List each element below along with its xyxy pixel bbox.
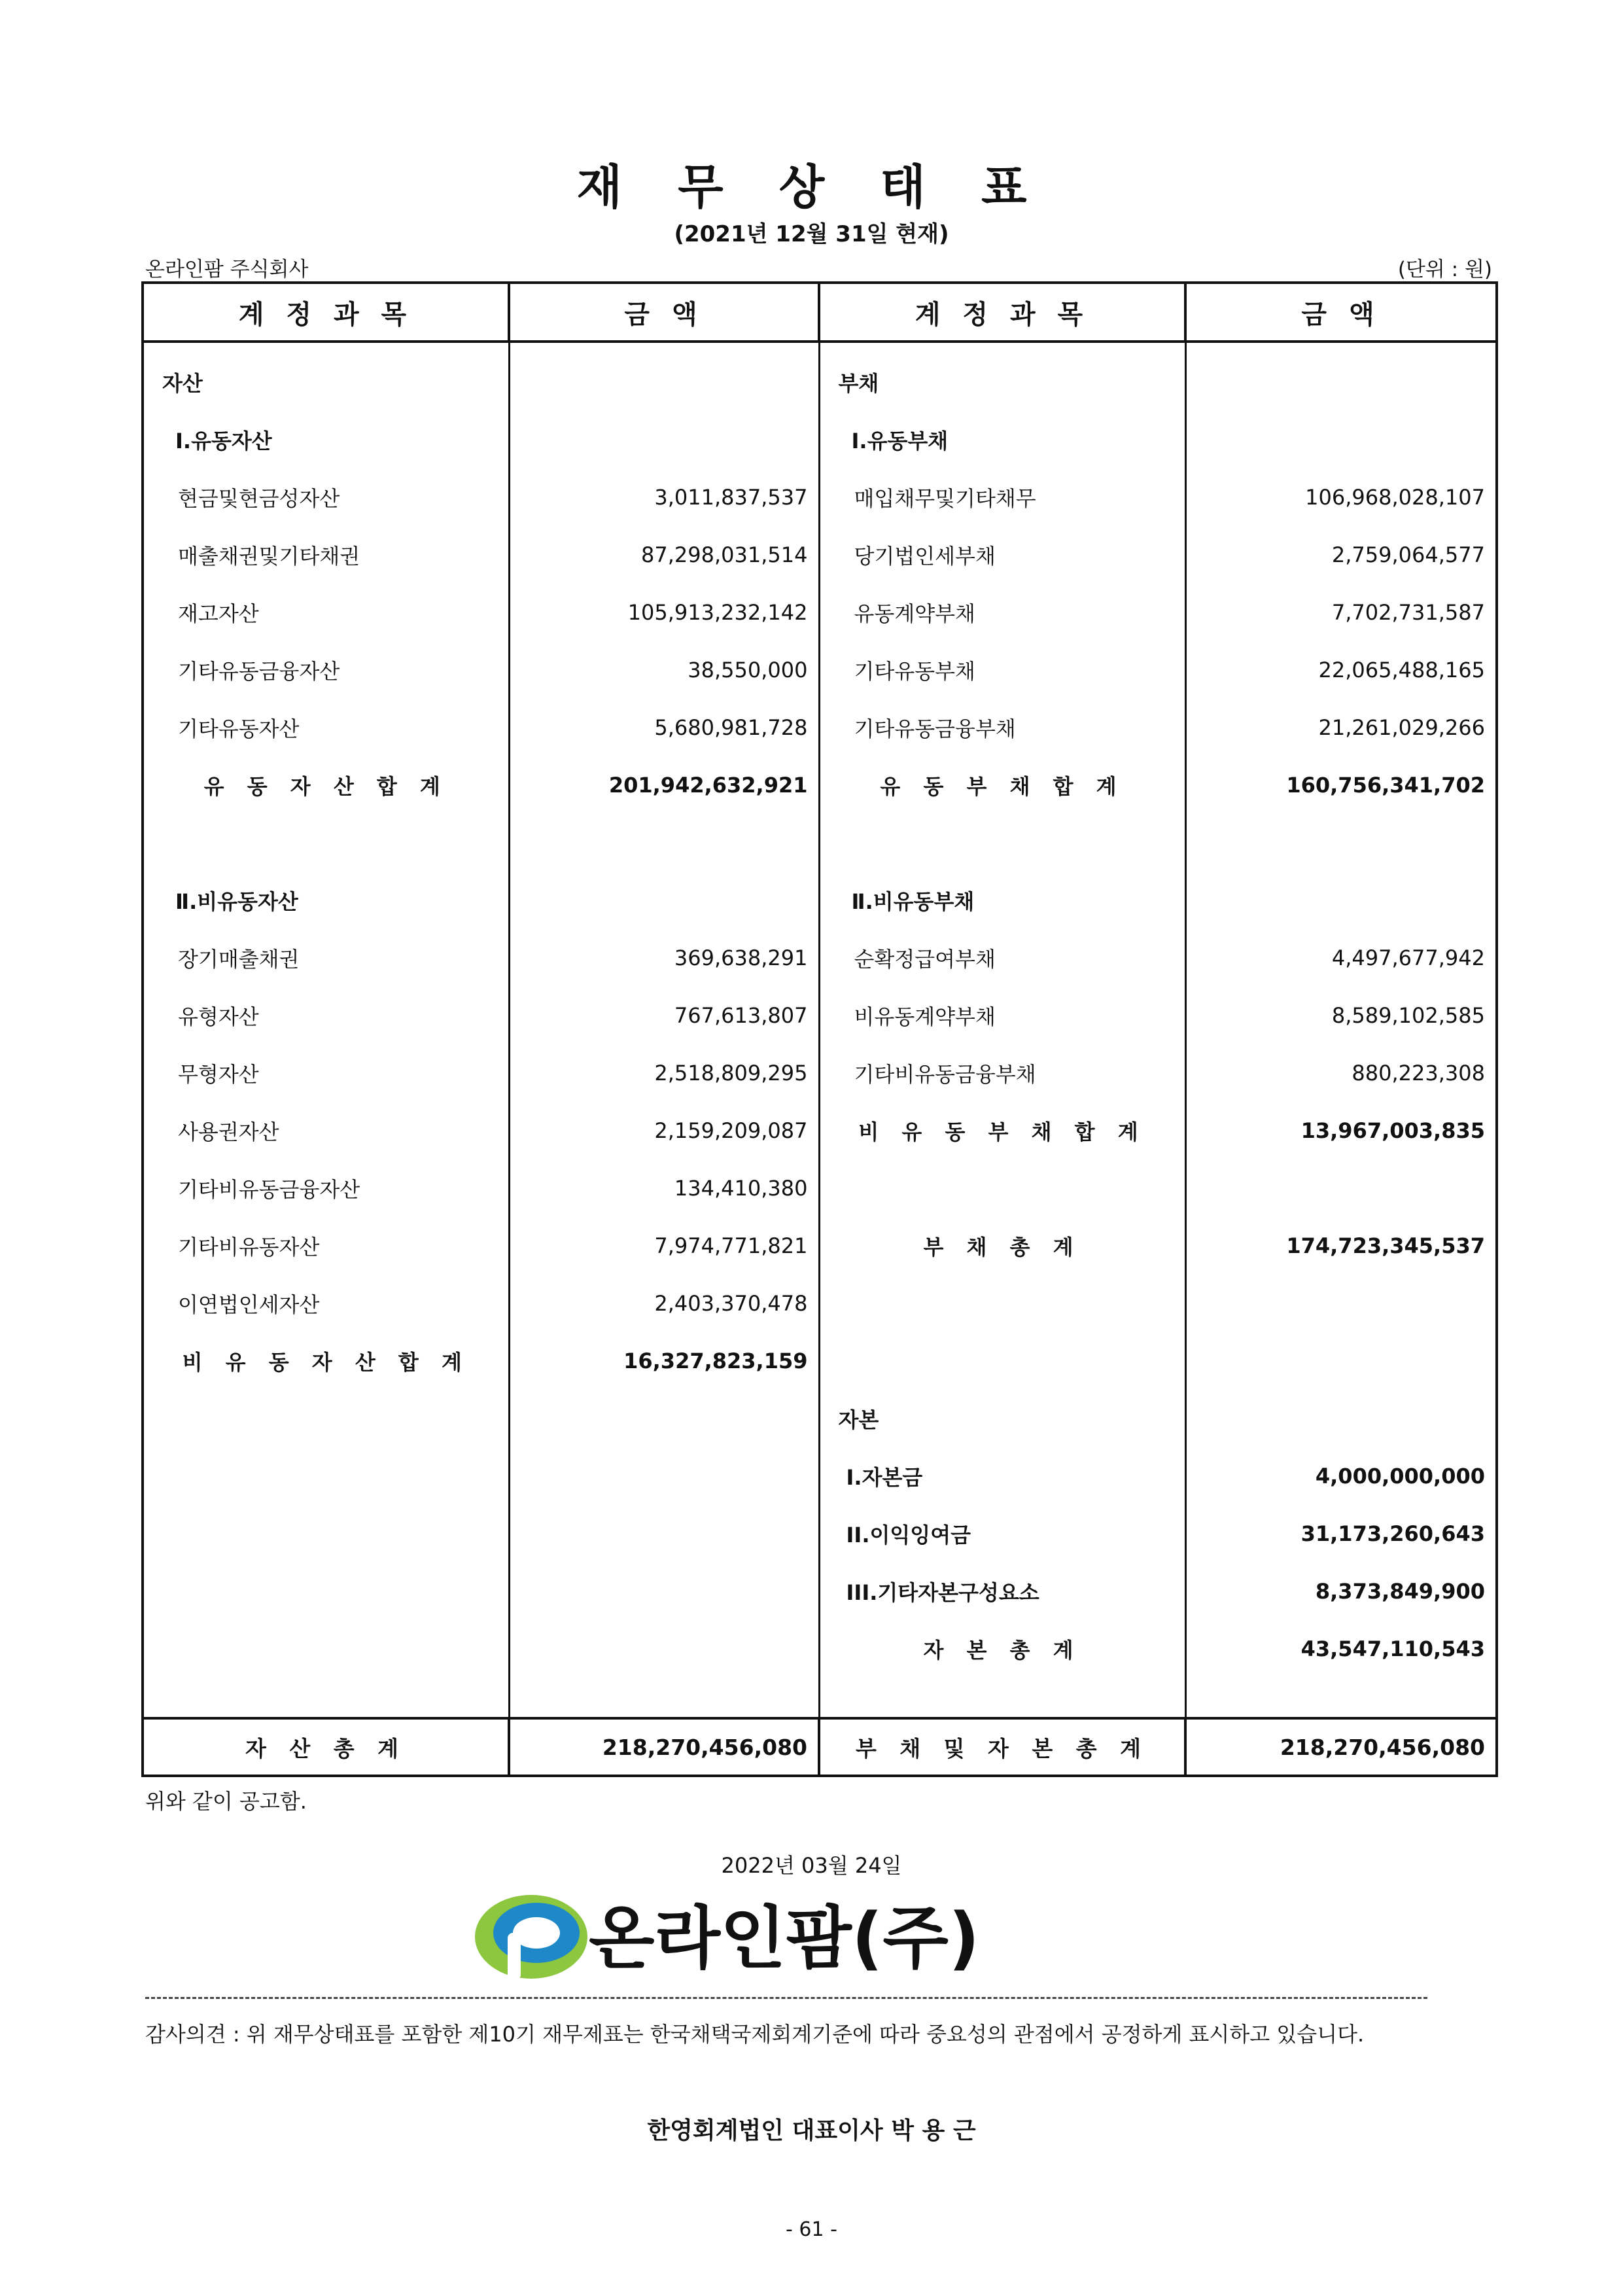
table-row: [143, 1447, 1497, 1505]
table-row: [143, 1332, 1497, 1390]
account-left: 이연법인세자산: [143, 1275, 509, 1332]
account-right: 기타유동금융부채: [819, 699, 1185, 756]
table-row: [143, 342, 1497, 411]
document-date: (2021년 12월 31일 현재): [674, 221, 949, 247]
table-row: [143, 411, 1497, 468]
amount-right: 8,589,102,585: [1185, 987, 1497, 1044]
account-right: 순확정급여부채: [819, 929, 1185, 987]
account-left: [143, 1563, 509, 1620]
document-title: 재 무 상 태 표: [576, 160, 1047, 215]
amount-right: [1185, 1275, 1497, 1332]
page-number: - 61 -: [786, 2218, 837, 2241]
account-right: 기타비유동금융부채: [819, 1044, 1185, 1102]
total-assets-label: 자 산 총 계: [143, 1718, 509, 1776]
amount-left: [509, 1447, 819, 1505]
header-amount-right: 금 액: [1185, 283, 1497, 342]
table-row: [143, 699, 1497, 756]
table-row: [143, 987, 1497, 1044]
amount-left: [509, 1620, 819, 1678]
account-left: 기타비유동자산: [143, 1217, 509, 1275]
account-right: [819, 1275, 1185, 1332]
table-header-row: [143, 283, 1497, 342]
account-right: 유 동 부 채 합 계: [819, 756, 1185, 814]
amount-left: [509, 1390, 819, 1447]
account-left: 재고자산: [143, 584, 509, 641]
amount-right: 43,547,110,543: [1185, 1620, 1497, 1678]
balance-sheet-table: [141, 281, 1498, 1777]
account-right: [819, 814, 1185, 872]
table-row: [143, 584, 1497, 641]
amount-right: 4,000,000,000: [1185, 1447, 1497, 1505]
amount-right: 880,223,308: [1185, 1044, 1497, 1102]
amount-left: 16,327,823,159: [509, 1332, 819, 1390]
header-account-left: 계 정 과 목: [143, 283, 509, 342]
amount-right: 106,968,028,107: [1185, 468, 1497, 526]
amount-left: 134,410,380: [509, 1159, 819, 1217]
empty-cell: [819, 1678, 1185, 1718]
account-left: 매출채권및기타채권: [143, 526, 509, 584]
empty-cell: [509, 1678, 819, 1718]
amount-right: [1185, 342, 1497, 411]
amount-left: 767,613,807: [509, 987, 819, 1044]
amount-left: 201,942,632,921: [509, 756, 819, 814]
amount-right: 13,967,003,835: [1185, 1102, 1497, 1159]
amount-left: [509, 342, 819, 411]
account-left: [143, 1390, 509, 1447]
table-row: [143, 1217, 1497, 1275]
announcement-note: 위와 같이 공고함.: [145, 1789, 307, 1814]
account-left: 기타비유동금융자산: [143, 1159, 509, 1217]
amount-left: 2,518,809,295: [509, 1044, 819, 1102]
account-right: 유동계약부채: [819, 584, 1185, 641]
table-row: [143, 641, 1497, 699]
account-right: [819, 1159, 1185, 1217]
account-left: 기타유동자산: [143, 699, 509, 756]
account-left: 유형자산: [143, 987, 509, 1044]
amount-left: 3,011,837,537: [509, 468, 819, 526]
amount-left: 369,638,291: [509, 929, 819, 987]
amount-right: 21,261,029,266: [1185, 699, 1497, 756]
account-left: 사용권자산: [143, 1102, 509, 1159]
account-left: 유 동 자 산 합 계: [143, 756, 509, 814]
unit-label: (단위 : 원): [1397, 258, 1492, 281]
account-right: I.자본금: [819, 1447, 1185, 1505]
company-logo: [471, 1884, 1034, 1989]
amount-right: 7,702,731,587: [1185, 584, 1497, 641]
logo-text: 온라인팜(주): [589, 1898, 980, 1978]
account-right: Ⅱ.비유동부채: [819, 872, 1185, 929]
logo-mark-icon: [471, 1884, 1034, 1989]
empty-cell: [143, 1678, 509, 1718]
header-amount-left: 금 액: [509, 283, 819, 342]
account-left: 기타유동금융자산: [143, 641, 509, 699]
account-left: [143, 1447, 509, 1505]
account-right: 당기법인세부채: [819, 526, 1185, 584]
total-liabilities-equity-label: 부 채 및 자 본 총 계: [819, 1718, 1185, 1776]
company-name: 온라인팜 주식회사: [145, 258, 309, 281]
table-row: [143, 1102, 1497, 1159]
account-left: 장기매출채권: [143, 929, 509, 987]
table-row: [143, 814, 1497, 872]
announcement-date: 2022년 03월 24일: [721, 1853, 902, 1878]
amount-right: 8,373,849,900: [1185, 1563, 1497, 1620]
account-left: [143, 1505, 509, 1563]
amount-left: 105,913,232,142: [509, 584, 819, 641]
amount-right: [1185, 411, 1497, 468]
amount-right: 4,497,677,942: [1185, 929, 1497, 987]
account-right: 비 유 동 부 채 합 계: [819, 1102, 1185, 1159]
amount-right: 160,756,341,702: [1185, 756, 1497, 814]
account-right: [819, 1332, 1185, 1390]
table-row: [143, 1505, 1497, 1563]
table-row: [143, 1563, 1497, 1620]
auditor-signature: 한영회계법인 대표이사 박 용 근: [647, 2117, 976, 2144]
table-row: [143, 526, 1497, 584]
table-row: [143, 468, 1497, 526]
grand-total-row: [143, 1718, 1497, 1776]
amount-right: [1185, 1390, 1497, 1447]
account-right: Ⅰ.유동부채: [819, 411, 1185, 468]
account-right: II.이익잉여금: [819, 1505, 1185, 1563]
header-account-right: 계 정 과 목: [819, 283, 1185, 342]
table-body: [143, 342, 1497, 1718]
table-row: [143, 1620, 1497, 1678]
amount-right: 31,173,260,643: [1185, 1505, 1497, 1563]
account-right: 매입채무및기타채무: [819, 468, 1185, 526]
amount-right: [1185, 1159, 1497, 1217]
account-left: [143, 1620, 509, 1678]
amount-right: [1185, 872, 1497, 929]
table-row: [143, 1044, 1497, 1102]
table-row: [143, 1275, 1497, 1332]
amount-left: [509, 872, 819, 929]
account-right: 자본: [819, 1390, 1185, 1447]
amount-left: 87,298,031,514: [509, 526, 819, 584]
amount-left: 2,403,370,478: [509, 1275, 819, 1332]
account-left: 현금및현금성자산: [143, 468, 509, 526]
table-row: [143, 872, 1497, 929]
divider: [145, 1997, 1427, 1999]
table-row: [143, 1390, 1497, 1447]
amount-right: [1185, 814, 1497, 872]
total-assets-amount: 218,270,456,080: [509, 1718, 819, 1776]
empty-cell: [1185, 1678, 1497, 1718]
account-right: III.기타자본구성요소: [819, 1563, 1185, 1620]
account-right: 자 본 총 계: [819, 1620, 1185, 1678]
account-right: 부채: [819, 342, 1185, 411]
account-left: Ⅱ.비유동자산: [143, 872, 509, 929]
table-row: [143, 756, 1497, 814]
table-filler-row: [143, 1678, 1497, 1718]
amount-left: [509, 1563, 819, 1620]
account-left: 비 유 동 자 산 합 계: [143, 1332, 509, 1390]
amount-right: 174,723,345,537: [1185, 1217, 1497, 1275]
audit-opinion: 감사의견 : 위 재무상태표를 포함한 제10기 재무제표는 한국채택국제회계기준에 따라 중요성의 관점에서 공정하게 표시하고 있습니다.: [145, 2022, 1365, 2047]
amount-left: 5,680,981,728: [509, 699, 819, 756]
amount-left: 7,974,771,821: [509, 1217, 819, 1275]
amount-right: [1185, 1332, 1497, 1390]
amount-right: 2,759,064,577: [1185, 526, 1497, 584]
amount-right: 22,065,488,165: [1185, 641, 1497, 699]
account-right: 기타유동부채: [819, 641, 1185, 699]
account-left: 무형자산: [143, 1044, 509, 1102]
account-left: 자산: [143, 342, 509, 411]
table-row: [143, 929, 1497, 987]
amount-left: 2,159,209,087: [509, 1102, 819, 1159]
total-liabilities-equity-amount: 218,270,456,080: [1185, 1718, 1497, 1776]
amount-left: [509, 411, 819, 468]
table-row: [143, 1159, 1497, 1217]
amount-left: [509, 1505, 819, 1563]
amount-left: 38,550,000: [509, 641, 819, 699]
account-left: Ⅰ.유동자산: [143, 411, 509, 468]
account-right: 비유동계약부채: [819, 987, 1185, 1044]
account-left: [143, 814, 509, 872]
account-right: 부 채 총 계: [819, 1217, 1185, 1275]
amount-left: [509, 814, 819, 872]
